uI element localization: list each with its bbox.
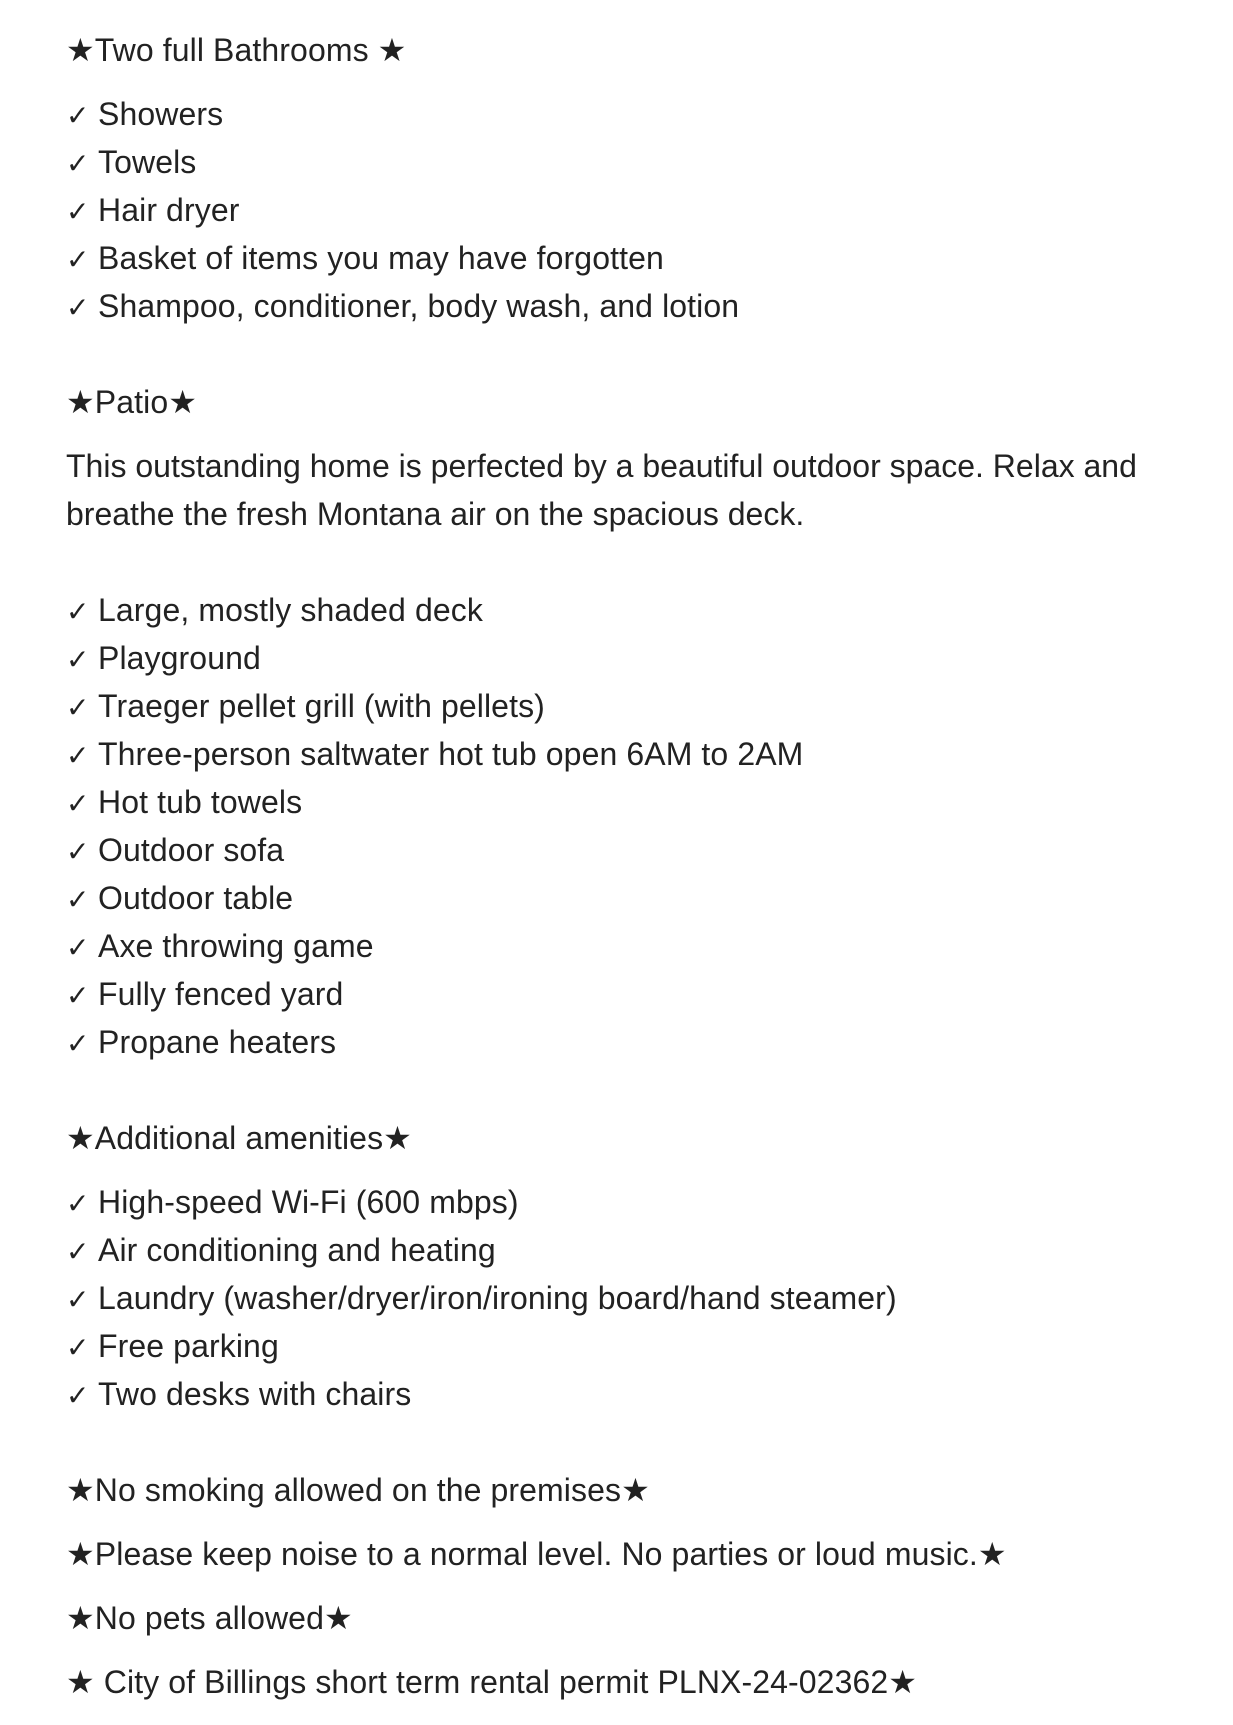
patio-item-deck: ✓ Large, mostly shaded deck: [66, 586, 483, 636]
patio-item-axe-throwing: ✓ Axe throwing game: [66, 922, 374, 972]
bathroom-item-toiletries: ✓ Shampoo, conditioner, body wash, and lotion: [66, 282, 739, 332]
patio-heading: ★Patio★: [66, 384, 198, 420]
patio-item-fenced-yard: ✓ Fully fenced yard: [66, 970, 343, 1020]
amenity-item-parking: ✓ Free parking: [66, 1322, 279, 1372]
amenity-item-laundry: ✓ Laundry (washer/dryer/iron/ironing board/hand steamer): [66, 1274, 897, 1324]
bathroom-item-towels: ✓ Towels: [66, 138, 196, 188]
patio-item-hot-tub: ✓ Three-person saltwater hot tub open 6AM to 2AM: [66, 730, 803, 780]
rule-rental-permit: ★ City of Billings short term rental permit PLNX-24-02362★: [66, 1664, 918, 1700]
rule-noise: ★Please keep noise to a normal level. No parties or loud music.★: [66, 1536, 1007, 1572]
patio-item-hot-tub-towels: ✓ Hot tub towels: [66, 778, 302, 828]
patio-item-outdoor-sofa: ✓ Outdoor sofa: [66, 826, 284, 876]
bathroom-item-hair-dryer: ✓ Hair dryer: [66, 186, 239, 236]
patio-item-playground: ✓ Playground: [66, 634, 261, 684]
patio-item-propane-heaters: ✓ Propane heaters: [66, 1018, 336, 1068]
patio-paragraph: This outstanding home is perfected by a beautiful outdoor space. Relax and breathe the fresh Montana air on the spacious deck.: [66, 448, 1137, 532]
amenity-item-climate: ✓ Air conditioning and heating: [66, 1226, 496, 1276]
rule-no-smoking: ★No smoking allowed on the premises★: [66, 1472, 650, 1508]
rule-no-pets: ★No pets allowed★: [66, 1600, 353, 1636]
bathroom-item-basket: ✓ Basket of items you may have forgotten: [66, 234, 664, 284]
bathrooms-heading: ★Two full Bathrooms ★: [66, 32, 407, 68]
patio-item-grill: ✓ Traeger pellet grill (with pellets): [66, 682, 545, 732]
patio-item-outdoor-table: ✓ Outdoor table: [66, 874, 293, 924]
amenities-heading: ★Additional amenities★: [66, 1120, 412, 1156]
amenity-item-wifi: ✓ High-speed Wi-Fi (600 mbps): [66, 1178, 519, 1228]
bathroom-item-showers: ✓ Showers: [66, 90, 223, 140]
amenity-item-desks: ✓ Two desks with chairs: [66, 1370, 411, 1420]
